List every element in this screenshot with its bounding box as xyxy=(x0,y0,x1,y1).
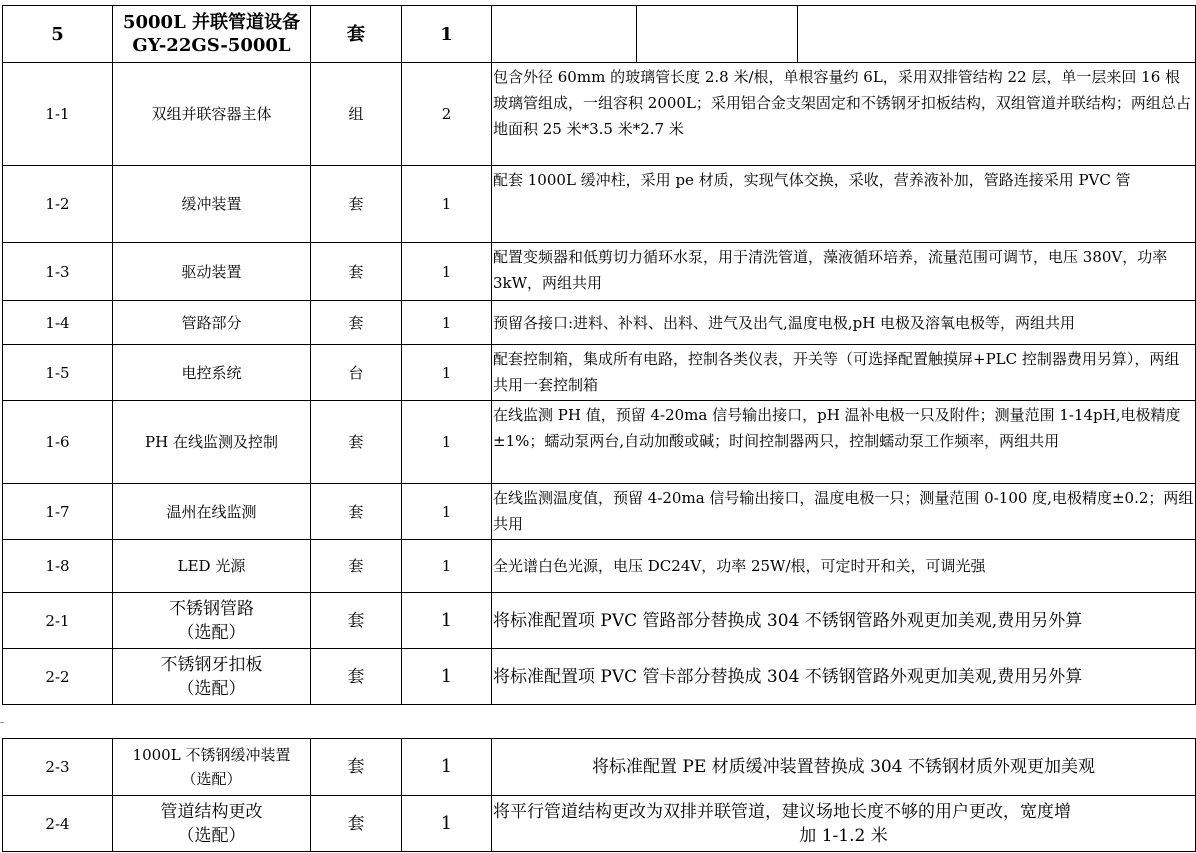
item-number: 5 xyxy=(3,6,113,63)
equipment-name: 5000L 并联管道设备 GY-22GS-5000L xyxy=(113,6,311,63)
optional-table xyxy=(2,738,1196,852)
unit-cell: 套 xyxy=(311,6,402,63)
table-row: 1-7 温州在线监测 套 1 在线监测温度值，预留 4-20ma 信号输出接口，温度电极一只；测量范围 0-100 度,电极精度±0.2；两组共用 xyxy=(3,484,1196,540)
qty-cell: 1 xyxy=(402,6,492,63)
table-row: 1-2 缓冲装置 套 1 配套 1000L 缓冲柱，采用 pe 材质，实现气体交换，采收，营养液补加，管路连接采用 PVC 管 xyxy=(3,166,1196,243)
table-row: 2-3 1000L 不锈钢缓冲装置 （选配） 套 1 将标准配置 PE 材质缓冲装置替换成 304 不锈钢材质外观更加美观 xyxy=(3,739,1196,796)
table-row: 2-2 不锈钢牙扣板 （选配） 套 1 将标准配置项 PVC 管卡部分替换成 304 不锈钢管路外观更加美观,费用另外算 xyxy=(3,649,1196,705)
table-row: 1-3 驱动装置 套 1 配置变频器和低剪切力循环水泵，用于清洗管道，藻液循环培养，流量范围可调节，电压 380V，功率 3kW，两组共用 xyxy=(3,243,1196,301)
empty-header-cell xyxy=(492,6,1196,63)
page-break-mark xyxy=(0,722,4,724)
table-row: 2-1 不锈钢管路 （选配） 套 1 将标准配置项 PVC 管路部分替换成 304 不锈钢管路外观更加美观,费用另外算 xyxy=(3,593,1196,649)
table-row: 1-1 双组并联容器主体 组 2 包含外径 60mm 的玻璃管长度 2.8 米/根，单根容量约 6L，采用双排管结构 22 层，单一层来回 16 根玻璃管组成，一组容积 2000L；采用铝合金支架固定和不锈钢牙扣板结构，双组管道并联结构；两组总占地面积 25 米*3.5 米*2.7 米 xyxy=(3,63,1196,166)
table-row: 1-8 LED 光源 套 1 全光谱白色光源，电压 DC24V，功率 25W/根，可定时开和关，可调光强 xyxy=(3,540,1196,593)
table-header-row xyxy=(3,6,1196,63)
table-row: 2-4 管道结构更改 （选配） 套 1 将平行管道结构更改为双排并联管道，建议场地长度不够的用户更改，宽度增 加 1-1.2 米 xyxy=(3,796,1196,852)
spec-table xyxy=(2,5,1196,705)
table-row: 1-4 管路部分 套 1 预留各接口:进料、补料、出料、进气及出气,温度电极,pH 电极及溶氧电极等，两组共用 xyxy=(3,301,1196,345)
table-row: 1-5 电控系统 台 1 配套控制箱，集成所有电路，控制各类仪表，开关等（可选择配置触摸屏+PLC 控制器费用另算），两组共用一套控制箱 xyxy=(3,345,1196,401)
table-row: 1-6 PH 在线监测及控制 套 1 在线监测 PH 值，预留 4-20ma 信号输出接口，pH 温补电极一只及附件；测量范围 1-14pH,电极精度±1%；蠕动泵两台,自动加酸或碱；时间控制器两只，控制蠕动泵工作频率，两组共用 xyxy=(3,401,1196,484)
